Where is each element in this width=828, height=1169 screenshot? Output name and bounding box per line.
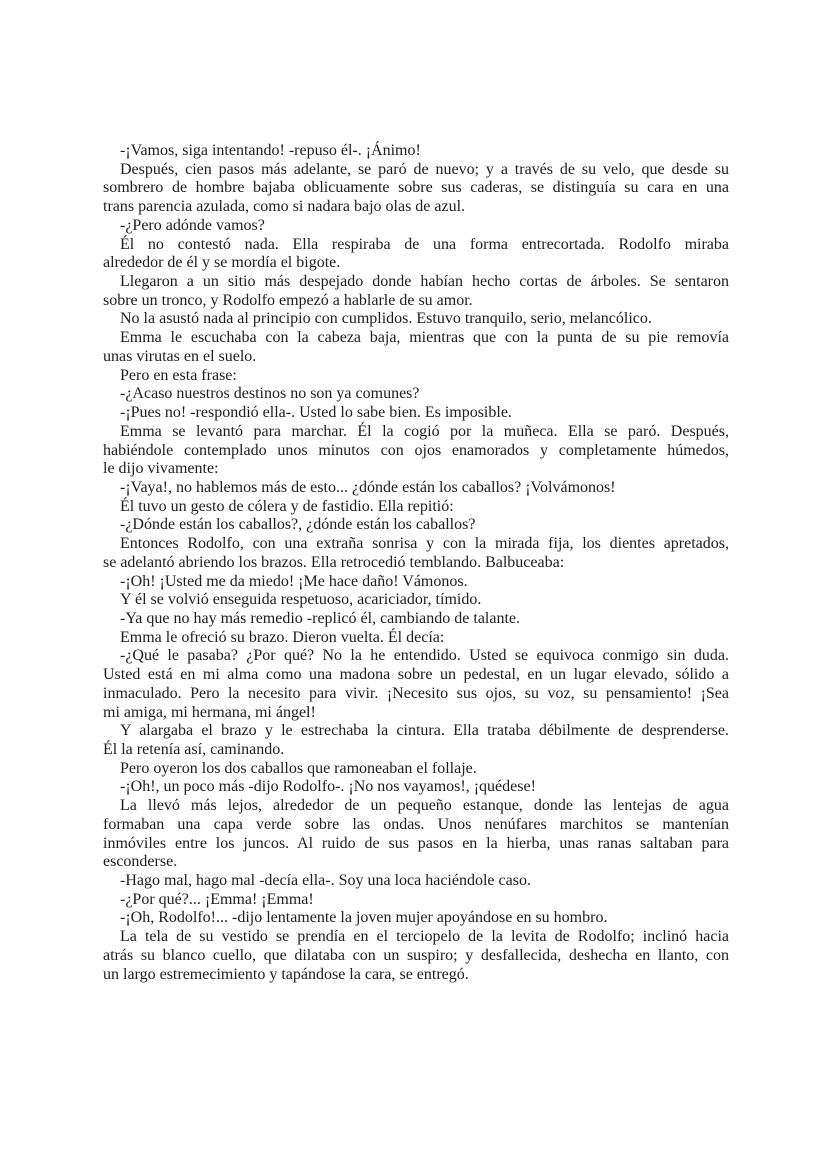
paragraph (103, 797, 729, 872)
text-line: Él no contestó nada. Ella respiraba de una forma entrecortada. Rodolfo miraba (120, 235, 729, 253)
paragraph (103, 217, 729, 236)
paragraph (103, 273, 729, 310)
paragraph (103, 385, 729, 404)
paragraph (103, 760, 729, 779)
text-line: -¡Pues no! -respondió ella-. Usted lo sabe bien. Es imposible. (120, 404, 512, 422)
paragraph (103, 629, 729, 648)
paragraph (103, 479, 729, 498)
text-line: Entonces Rodolfo, con una extraña sonrisa y con la mirada fija, los dientes apretados, (120, 535, 729, 553)
paragraph (103, 891, 729, 910)
text-line: Pero oyeron los dos caballos que ramoneaban el follaje. (120, 759, 477, 777)
paragraph (103, 591, 729, 610)
text-line: Y alargaba el brazo y le estrechaba la cintura. Ella trataba débilmente de desprenderse. (120, 722, 729, 740)
paragraph (103, 367, 729, 386)
text-line: -¡Oh, Rodolfo!... -dijo lentamente la joven mujer apoyándose en su hombro. (120, 909, 608, 927)
text-line: sobre un tronco, y Rodolfo empezó a hablarle de su amor. (103, 291, 473, 309)
paragraph (103, 573, 729, 592)
paragraph (103, 909, 729, 928)
text-line: La tela de su vestido se prendía en el terciopelo de la levita de Rodolfo; inclinó hacia (120, 928, 729, 946)
paragraph (103, 722, 729, 759)
paragraph (103, 161, 729, 217)
text-line: se adelantó abriendo los brazos. Ella retrocedió temblando. Balbuceaba: (103, 553, 565, 571)
text-line: esconderse. (103, 853, 178, 871)
text-line: inmóviles entre los juncos. Al ruido de sus pasos en la hierba, unas ranas saltaban para (103, 834, 729, 852)
text-line: Pero en esta frase: (120, 366, 237, 384)
text-line: mi amiga, mi hermana, mi ángel! (103, 703, 316, 721)
text-line: sombrero de hombre bajaba oblicuamente sobre sus caderas, se distinguía su cara en una (103, 179, 729, 197)
text-line: le dijo vivamente: (103, 460, 219, 478)
text-line: un largo estremecimiento y tapándose la cara, se entregó. (103, 965, 469, 983)
page-text (103, 142, 729, 984)
text-line: habiéndole contemplado unos minutos con ojos enamorados y completamente húmedos, (103, 441, 729, 459)
text-line: Emma le escuchaba con la cabeza baja, mientras que con la punta de su pie removía (120, 329, 729, 347)
text-line: Después, cien pasos más adelante, se paró de nuevo; y a través de su velo, que desde su (120, 160, 729, 178)
text-line: -¡Vamos, siga intentando! -repuso él-. ¡Ánimo! (120, 142, 421, 159)
text-line: -¿Qué le pasaba? ¿Por qué? No la he entendido. Usted se equivoca conmigo sin duda. (120, 647, 729, 665)
text-line: Usted está en mi alma como una madona sobre un pedestal, en un lugar elevado, sólido a (103, 666, 729, 684)
paragraph (103, 498, 729, 517)
paragraph (103, 404, 729, 423)
paragraph (103, 310, 729, 329)
paragraph (103, 516, 729, 535)
text-line: -¡Oh!, un poco más -dijo Rodolfo-. ¡No nos vayamos!, ¡quédese! (120, 778, 536, 796)
text-line: -¿Por qué?... ¡Emma! ¡Emma! (120, 890, 314, 908)
text-line: -¡Oh! ¡Usted me da miedo! ¡Me hace daño! Vámonos. (120, 572, 468, 590)
text-line: Y él se volvió enseguida respetuoso, acariciador, tímido. (120, 591, 482, 609)
paragraph (103, 535, 729, 572)
text-line: unas virutas en el suelo. (103, 347, 257, 365)
paragraph (103, 928, 729, 984)
text-line: atrás su blanco cuello, que dilataba con un suspiro; y desfallecida, deshecha en llanto, con (103, 946, 729, 964)
text-line: Llegaron a un sitio más despejado donde habían hecho cortas de árboles. Se sentaron (120, 273, 729, 291)
paragraph (103, 647, 729, 722)
text-line: -¿Dónde están los caballos?, ¿dónde están los caballos? (120, 516, 476, 534)
text-line: trans parencia azulada, como si nadara bajo olas de azul. (103, 198, 466, 216)
paragraph (103, 778, 729, 797)
text-line: -¿Pero adónde vamos? (120, 216, 265, 234)
paragraph (103, 329, 729, 366)
text-line: formaban una capa verde sobre las ondas. Unos nenúfares marchitos se mantenían (103, 815, 729, 833)
text-line: -Ya que no hay más remedio -replicó él, cambiando de talante. (120, 609, 521, 627)
text-line: -¡Vaya!, no hablemos más de esto... ¿dónde están los caballos? ¡Volvámonos! (120, 478, 616, 496)
text-line: inmaculado. Pero la necesito para vivir. ¡Necesito sus ojos, su voz, su pensamiento! ¡Sea (103, 684, 729, 702)
paragraph (103, 423, 729, 479)
text-line: -Hago mal, hago mal -decía ella-. Soy una loca haciéndole caso. (120, 872, 531, 890)
text-line: Él la retenía así, caminando. (103, 741, 285, 758)
text-line: alrededor de él y se mordía el bigote. (103, 254, 341, 272)
text-line: Él tuvo un gesto de cólera y de fastidio. Ella repitió: (120, 497, 454, 515)
paragraph (103, 142, 729, 161)
text-line: No la asustó nada al principio con cumplidos. Estuvo tranquilo, serio, melancólico. (120, 310, 652, 328)
paragraph (103, 236, 729, 273)
text-line: Emma le ofreció su brazo. Dieron vuelta. Él decía: (120, 628, 445, 646)
paragraph (103, 610, 729, 629)
text-line: La llevó más lejos, alrededor de un pequeño estanque, donde las lentejas de agua (120, 797, 729, 815)
paragraph (103, 872, 729, 891)
text-line: -¿Acaso nuestros destinos no son ya comunes? (120, 385, 420, 403)
text-line: Emma se levantó para marchar. Él la cogió por la muñeca. Ella se paró. Después, (120, 422, 729, 440)
